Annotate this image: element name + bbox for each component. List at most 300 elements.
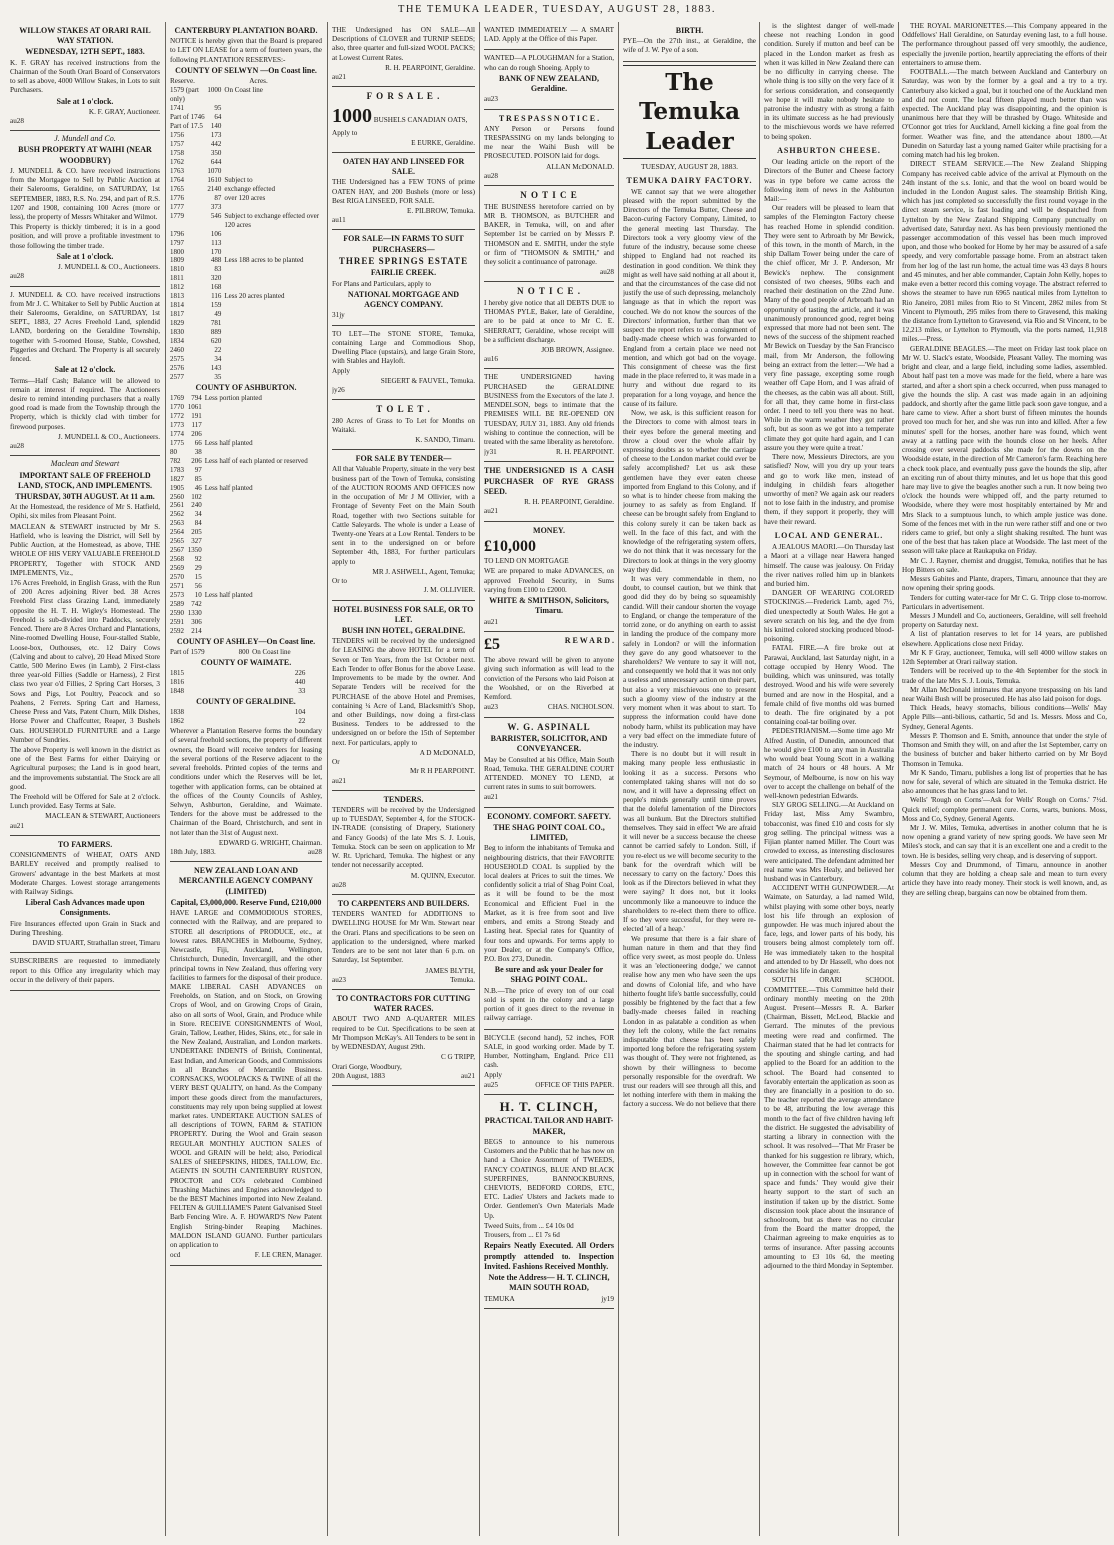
ad-time: Sale at 1 o'clock. [56,96,114,106]
ad-signature: J. MUNDELL & CO., Auctioneers. [58,263,160,272]
reserve-acres: 206 [191,456,202,465]
ad-signature: EDWARD G. WRIGHT, Chairman. [218,838,322,847]
news-item: Messrs J Mundell and Co, auctioneers, Geraldine, will sell freehold property on Saturday next. [902,612,1107,630]
county-geraldine: COUNTY OF GERALDINE. [196,697,296,707]
reserve-number: 2569 [170,564,184,573]
ad-nb: N.B.—The price of every ton of our coal sold is spent in the colony and a large portion of it goes direct to the revenue in railway carriage. [484,986,614,1023]
reserve-number: 1814 [170,301,184,310]
reserve-acres: 644 [210,157,222,166]
news-item: THE ROYAL MARIONETTES.—This Company appeared in the Oddfellows' Hall Geraldine, on Saturday evening last, to a full house. The performance throughout passed off very smoothly, the audience, especially the juvenile portion, heartily appreciating the efforts of their entertainers to amuse them. [902,22,1107,67]
news-item: Mr K Sando, Timaru, publishes a long list of properties that he has now for sale, several of which are situated in the Temuka district. He also announces that he has grass land to let. [902,768,1107,796]
editorial-date: TUESDAY, AUGUST 28, 1883. [641,161,738,171]
reserve-row [170,430,322,439]
reserve-note [202,519,322,528]
reserve-row [170,355,322,364]
reserve-number: 1829 [170,319,184,328]
ad-shag-point [484,808,614,1030]
article-paragraph: Our leading article on the report of the Directors of the Butter and Cheese factory was in type before we came across the following item of news in the Ashburton Mail:— [764,158,894,203]
page-masthead: THE TEMUKA LEADER, TUESDAY, AUGUST 28, 1883. [397,4,717,15]
ad-firm: Maclean and Stewart [50,459,120,469]
ad-money [484,522,614,632]
ad-head: T O L E T . [376,404,431,415]
reserve-number: 1862 [170,717,184,726]
reserve-note [305,717,322,726]
ad-head: TO CARPENTERS AND BUILDERS. [337,898,470,908]
ad-body: TO LET—The STONE STORE, Temuka, containing Large and Commodious Shop, Dwelling Place (upstairs), and large Grain Store, with Stables and Hayloft. [332,329,475,366]
reserve-number: 1764 [170,175,184,184]
reserve-acres: 1070 [207,166,222,175]
reserve-row [170,319,322,328]
reserve-note [221,364,322,373]
reserve-number: 1812 [170,283,184,292]
ad-signature: R. H. PEARPOINT, Geraldine. [385,63,475,72]
ad-amount: £10,000 [484,537,536,555]
reserve-note [202,448,322,457]
ad-repairs: Repairs Neatly Executed. All Orders promptly attended to. Inspection Invited. Fashions Received Monthly. [484,1241,614,1271]
reserve-note [305,669,322,678]
reserve-note [221,328,322,337]
reserve-acres: 205 [191,528,202,537]
reserve-acres: 442 [210,140,222,149]
reserve-row [170,104,322,113]
reserve-row [170,484,322,493]
acres-head: Acres. [249,77,268,86]
reserve-acres: 140 [210,122,222,131]
reserve-note: Less portion planted [204,394,262,403]
ad-water-races [332,990,475,1086]
ad-bicycle [484,1030,614,1095]
reserve-note [202,537,322,546]
reserve-row [170,466,322,475]
ad-code: au16 [484,355,498,364]
ad-body: K. F. GRAY has received instructions from the Chairman of the South Orari Board of Conservators to sell as above, 4000 Willow Stakes, in Lots to suit Purchasers. [10,58,160,95]
ad-signature: E EURKE, Geraldine. [411,138,475,147]
reserve-note [202,412,322,421]
reserve-note: On Coast line [252,648,291,656]
reserve-row [170,122,322,131]
ad-body: ABOUT TWO AND A-QUARTER MILES required to be Cut. Specifications to be seen at Mr Thompson McKay's. All Tenders to be sent in by WEDNESDAY, August 29th. [332,1015,475,1052]
ad-terms: Terms—Half Cash; Balance will be allowed to remain at interest if required. The Auctioneers desire to remind intending purchasers that a really good road is made from the Township through the Property, which is thickly clad with timber for firewood purposes. [10,376,160,431]
ad-place: FAIRLIE CREEK. [370,268,437,278]
reserve-table-header [170,77,322,86]
ad-head: TO CONTRACTORS FOR CUTTING WATER RACES. [336,993,471,1014]
reserve-row [170,328,322,337]
reserve-row [170,412,322,421]
ad-signature: CHAS. NICHOLSON. [547,703,614,712]
ad-signature: J. MUNDELL & CO., Auctioneers. [58,432,160,441]
ad-code: au25 [484,1080,498,1089]
reserve-note [221,203,322,212]
reserve-row [170,176,322,185]
ad-title: IMPORTANT SALE OF FREEHOLD LAND, STOCK, AND IMPLEMENTS. [17,470,153,490]
ad-body: BICYCLE (second hand), 52 inches, FOR SALE, in good working order. Made by T. Humber, Nottingham, England. Price £11 cash. [484,1033,614,1070]
reserve-note [221,319,322,328]
reserve-acres: 49 [214,310,222,319]
reserve-number: 1774 [170,429,184,438]
reserve-row [170,493,322,502]
ad-code: au28 [332,880,346,889]
reserve-note [221,122,322,131]
reserve-row [170,283,322,292]
reserve-note: Less 20 acres planted [224,292,285,301]
reserve-number: Part of 1579 [170,648,205,656]
reserve-number: 1765 [170,184,184,193]
reserve-note [202,501,322,510]
reserve-acres: 143 [210,363,222,372]
news-item: Mr C. J. Rayner, chemist and druggist, Temuka, notifies that he has Hop Bitters on sale. [902,556,1107,574]
ad-body: Beg to inform the inhabitants of Temuka and neighbouring districts, that their FAVORITE HOUSEHOLD COAL Is supplied by the local dealers at Prices to suit the times. We confidently solicit a trial of Shag Point Coal, as it will be found to be the most Economical and Efficient Fuel in the Market, as it is free from soot and live embers, and emits a Strong Steady and Lasting heat. Special rates for Quantity of four tons and upwards. For terms apply to your Dealer, or at the Company's Office, P.O. Box 273, Dunedin. [484,844,614,963]
ad-signature-2: Mr R H PEARPOINT. [410,767,475,776]
ad-trespass [484,110,614,187]
column-7 [902,22,1107,1536]
reserve-row [170,346,322,355]
reserve-acres: 10 [194,591,202,599]
column-rule [618,22,619,1536]
ad-siegert [332,326,475,401]
ad-signature: JAMES BLYTH, [425,966,475,975]
reserve-number: 2577 [170,372,184,381]
ad-items: 176 Acres Freehold, in English Grass, with the Run of 200 Acres adjoining River bed. 38 Acres Freehold First class Grazing Land, immediately opposite the H. T. H. Wigley's Homestead. The Freehold is sub-divided into Paddocks, securely Fenced. There are 8 Acres Orchard and Plantations, Nine-roomed Dwelling House, Four-stalled Stable, Loose-box, Outhouses, etc. 12 Dairy Cows (Calving and about to calve), 20 Head Mixed Store Cattle, 500 Merino Ewes (in Lamb), 2 First-class three year-old Fillies (Saddle or Harness), 2 First class two year o'd Fillies, 2 Spring Cart Horses, 3 Sows and Pigs, Lot Poultry, Peacock and so Peahens, 2 Ferrets. Spring Cart and Harness, Cheese Press and Vats, Patent Churn, Milk Dishes, Horse Power and Chaffcutter, Reaper, 3 Bushels Oats. HOUSEHOLD FURNITURE and a Large Number of Sundries. [10,579,160,744]
news-item: Mr K F Gray, auctioneer, Temuka, will sell 4000 willow stakes on 12th September at Orari railway station. [902,648,1107,667]
reserve-acres: 22 [298,717,306,726]
reserve-row [170,609,322,618]
reserve-note [221,248,322,257]
reserve-acres: 170 [210,247,222,256]
article-paragraph: is the slightest danger of well-made cheese not reaching London in good condition. Surely if mutton and beef can be placed in the London market as fresh as when it was killed in New Zealand there can be no difficulty in carrying cheese. The whole thing is too silly on the very face of it for serious consideration, and consequently we hope it will make nobody hesitate to patronise the industry with as strong a faith in its ultimate success as he had previously to the mischievous words we have referred to being spoken. [764,22,894,141]
article-paragraph: There now, Messieurs Directors, are you satisfied? Now, will you dry up your tears and go to work like men, instead of indulging in childish fears altogether unworthy of men? We again ask our readers not to lose faith in the industry, and promise them, if they support it properly, they will have their reward. [764,453,894,526]
local-news-list [764,543,894,1271]
reserve-note [202,546,322,555]
reserve-acres: 117 [191,420,202,429]
ad-signature: K. SANDO, Timaru. [415,436,475,445]
reserve-note [221,167,322,176]
reserve-number: 2591 [170,617,184,626]
column-3 [332,22,475,1536]
reserve-row [170,364,322,373]
ad-signature: NATIONAL MORTGAGE AND AGENCY COMPANY. [347,289,460,310]
ad-place: Orari Gorge, Woodbury, [332,1062,402,1071]
ad-nz-loan [170,862,322,1265]
ad-liberal: Liberal Cash Advances made upon Consignments. [25,898,145,918]
reserve-number: 1775 [170,438,184,447]
ad-footer [332,976,475,985]
ad-code: au28 [10,442,24,451]
reserve-note: Less half planted [204,438,253,447]
reserve-row [170,394,322,403]
reserve-acres: 33 [298,687,306,696]
column-rule [165,22,166,1536]
reserve-note [221,373,322,382]
ad-estate-name: THREE SPRINGS ESTATE [338,255,469,266]
ad-date: 20th August, 1883 [332,1071,385,1080]
news-item: FATAL FIRE.—A fire broke out at Parawai, Auckland, last Saturday night, in a cottage occupied by Henry Wood. The building, which was uninsured, was totally destroyed. Wood and his wife were severely burned and are now in the Hospital, and a female child of five months old was burned to death. The fire originated by a pot containing coal-tar boiling over. [764,644,894,727]
ad-body: HAVE LARGE and COMMODIOUS STORES, connected with the Railway, and are prepared to STORE all descriptions of PRODUCE, etc., at lowest rates. BRANCHES in Melbourne, Sydney, Newcastle, Fiji, Auckland, Wellington, Christchurch, Dunedin, Invercargill, and the other principal towns in New Zealand, thus offering very facilities to farmers for the disposal of their produce. MAKE LIBERAL CASH ADVANCES on Freeholds, on Station, and on Stock, on Growing Crops of Wool, and on Growing Crops of Grain, also on all sorts of Wool, Grain, and Produce while in Store. RECEIVE CONSIGNMENTS of Wool, Grain, Tallow, Leather, Hides, Skins, etc., for sale in the New Zealand, Australian, and London markets. UNDERTAKE INDENTS of British, Continental, East Indian, and American Goods, and Commissions in all Branches of Mercantile Business. CORNSACKS, WOOLPACKS & TWINE of all the VERY BEST QUALITY, on hand. As the Company import these goods direct from the manufacturers, constituents may rely upon being supplied at lowest market rates. UNDERTAKE AUCTION SALES of all descriptions of TOWN, FARM & STATION PROPERTY. During the Wool and Grain season REGULAR MONTHLY AUCTION SALES of WOOL and GRAIN will be held; also, Periodical SALES of SHEEPSKINS, HIDES, TALLOW, Etc. AGENTS IN SOUTH CANTERBURY RUSTON, PROCTOR and CO's celebrated Combined Thrashing Machines and Engines acknowledged to be the BEST Machines imported into New Zealand. FELTEN & GUILLIAME'S Patent Galvanised Steel Barb Fencing Wire. A. F. HOWARD'S New Patent English String-binder Reaping Machines. MALDON ISLAND GUANO. Further particulars on application to [170,909,322,1250]
column-2 [170,22,322,1536]
geraldine-reserves-table [170,708,322,726]
column-rule [479,22,480,1536]
ad-aspinall [484,718,614,808]
ad-maclean-sale [10,456,160,836]
reserve-note [202,600,322,609]
ad-or: Or [332,758,340,767]
reserve-head: Reserve. [170,77,195,86]
reserve-note [202,573,322,582]
ad-apply: Apply to [332,129,358,138]
ad-reward [484,632,614,718]
reserve-acres: 1330 [187,608,202,617]
article-continued [764,22,894,142]
ad-head: OATEN HAY AND LINSEED FOR SALE. [342,156,465,177]
reserve-acres: 373 [210,202,222,211]
reserve-row [170,248,322,257]
reserve-number: 1830 [170,328,184,337]
reserve-number: 1800 [170,247,184,256]
column-4 [484,22,614,1536]
reserve-row [170,86,322,104]
ad-body-2: This Property is thickly timbered; it is in a good position, and will prove a profitable investment to those following the timber trade. [10,223,160,250]
reserve-row [170,167,322,176]
ad-signature: BANK OF NEW ZEALAND, Geraldine. [498,73,599,94]
ad-head: HOTEL BUSINESS FOR SALE, OR TO LET. [333,604,474,624]
reserve-note [202,564,322,573]
article-dairy-factory [623,188,756,1110]
ad-time: Sale at 1 o'clock. [56,251,114,261]
reserve-note [221,265,322,274]
ad-body: WE are prepared to make ADVANCES, on approved Freehold Security, in Sums varying from £100 to £2000. [484,567,614,594]
reserve-note [202,430,322,439]
ad-or: Or to [332,577,347,586]
reserve-number: 2568 [170,555,184,564]
reserve-acres: 173 [210,131,222,140]
news-item: Mr Allan McDonald intimates that anyone trespassing on his land near Waihi Bush will be prosecuted. He has also laid poison for dogs. [902,685,1107,703]
article-heading: ASHBURTON CHEESE. [777,145,881,155]
selwyn-reserves-table [170,86,322,381]
reserve-acres: 1000 [207,86,222,95]
ad-head: N O T I C E [520,190,578,201]
reserve-row [170,510,322,519]
reserve-note [202,609,322,618]
reserve-acres: 440 [294,678,306,687]
reserve-row [170,457,322,466]
reserve-acres: 84 [194,519,202,528]
county-ashley: COUNTY OF ASHLEY—On Coast line. [176,636,316,646]
ad-mendelson [484,369,614,462]
ad-fire: Fire Insurances effected upon Grain in Stack and During Threshing. [10,919,160,937]
reserve-row [170,475,322,484]
ad-footer [484,703,614,712]
reserve-row [170,274,322,283]
ad-title: WILLOW STAKES AT ORARI RAIL WAY STATION. [19,26,151,46]
ad-code: ocd [170,1251,181,1260]
reserve-acres: 546 [210,211,222,220]
ad-code: au28 [600,268,614,277]
ad-wanted-lad [484,22,614,50]
ad-note: Be sure and ask your Dealer for SHAG POINT COAL. [494,965,604,985]
reserve-acres: 168 [210,283,222,292]
reserve-row [170,573,322,582]
reserve-acres: 97 [194,465,202,474]
reserve-number: 1777 [170,202,184,211]
reserve-number: 1741 [170,104,184,113]
ad-head: N O T I C E . [517,286,581,297]
ad-code: au28 [10,272,24,281]
reserve-row [170,528,322,537]
ad-body: WANTED—A PLOUGHMAN for a Station, who can do rough Shoeing. Apply to [484,54,614,72]
ad-footer [484,1295,614,1304]
ad-time: Sale at 12 o'clock. [54,365,116,375]
article-ashburton-cheese [764,158,894,527]
ad-terms: Wherever a Plantation Reserve forms the boundary of several freehold sections, the property of different owners, the Board will receive tenders for leasing the several portions of the Reserve adjacent to the several freeholds. Printed copies of the terms and conditions under which the Reserves will be let, together with application forms, can be obtained at the offices of the County Councils of Ashley, Selwyn, Ashburton, Geraldine, and Waimate. Tenders for the above must be addressed to the Chairman of the Board, Christchurch, and sent in not later than the 31st of August next. [170,727,322,837]
ad-price-suits: Tweed Suits, from ... £4 10s 0d [484,1221,574,1230]
ad-body: BUSHELS CANADIAN OATS, [373,115,468,124]
ad-apply: Apply [484,1071,502,1080]
reserve-acres: 350 [210,149,222,158]
ad-code: au21 [461,1071,475,1080]
ad-signature: SIEGERT & FAUVEL, Temuka. [380,376,475,385]
reserve-number: 1796 [170,229,184,238]
reserve-row [170,292,322,301]
article-paragraph: It was very commendable in them, no doubt, to counsel caution, but we think that good did they do by being so squeamishly candid. Will their candour shorten the voyage to England, or change the temperature of the torrid zone, or do anything on earth to assist in landing the produce of the company more safely in London? or will the information they gave do any good whatsoever to the shareholders? We venture to say it will not, and consequently we hold that it was not only a useless and unnecessary action on their part, but also a very mischievous one to present such a gloomy view of the industry at the very moment when it was about to start. To suppress the information could have done nobody harm, whilst its publication may have a very bad effect on the immediate future of the industry. [623,575,756,749]
reserve-row [170,501,322,510]
ad-gray-willow [10,22,160,131]
ad-footer [170,848,322,857]
reserve-note [202,475,322,484]
county-selwyn: COUNTY OF SELWYN —On Coast line. [175,65,317,75]
news-item: Tenders for cutting water-race for Mr C. G. Tripp close to-morrow. Particulars in advertisement. [902,593,1107,611]
ad-note: The above Property is well known in the district as one of the Best Farms for either Dairying or Agricultural purposes; the Land is in good heart, and the improvements substantial. The Stock are all good. [10,745,160,791]
reserve-row [170,600,322,609]
reserve-number: 2460 [170,345,184,354]
reserve-note [221,131,322,140]
reserve-row [170,708,322,717]
ad-notice-thomson [484,186,614,282]
ad-body: All that Valuable Property, situate in the very best business part of the Town of Temuka, consisting of the AUCTION ROOMS AND OFFICES now in the occupation of Mr J M Ollivier, with a Frontage of Seventy Feet on the Main South Road, together with two Sections suitable for Cattle Saleyards. The whole is under a Lease of Twenty-one Years at a Low Rental. Tenders to be sent in to the undersigned on or before September 4th, 1883, For further particulars apply to [332,465,475,566]
reserve-acres: 191 [191,411,202,420]
ad-offer [332,104,475,130]
ad-head: F O R S A L E . [366,91,441,102]
ad-code: au23 [484,95,498,104]
reserve-note: exchange effected [224,184,275,193]
ad-body: TENDERS will be received by the undersigned for LEASING the above HOTEL for a term of Seven or Ten Years, from the 1st October next. Each Tender to offer Bonus for the above Lease. Improvements to be made by the owner. And Separate Tenders will be received for the PURCHASE of the above Hotel and Premises, containing ¼ Acre of Land, Blacksmith's Shop, and other Buildings, now doing a first-class Business. Tenders to be addressed to the undersigned on or before the 15th of September next. For particulars, apply to [332,637,475,747]
reserve-number: Part of 17.5 [170,122,203,131]
ad-name: W. G. ASPINALL [507,721,591,732]
reserve-acres: 113 [211,238,222,247]
ad-body: The above reward will be given to anyone giving such information as will lead to the conviction of the Persons who laid Poison at the Woolshed, or on the Riverbed at Kemford. [484,656,614,702]
ad-eurke-oats [332,87,475,153]
ad-title: BARRISTER, SOLICITOR, AND CONVEYANCER. [490,734,608,754]
ad-body: THE Undersigned has a FEW TONS of prime OATEN HAY, and 200 Bushels (more or less) Best RIGA LINSEED, FOR SALE. [332,178,475,205]
ad-code: au28 [308,848,322,857]
column-rule [759,22,760,1536]
ad-body: TENDERS will be received by the Undersigned up to TUESDAY, September 4, for the STOCK-IN-TRADE (consisting of Drapery, Stationery and Fancy Goods) of the late Mrs S. J. Louis, Temuka. Stock can be seen on application to Mr W. Rt. Uprichard, Temuka. The highest or any tender not necessarily accepted. [332,805,475,870]
reserve-note [221,239,322,248]
ad-signature: WHITE & SMITHSON, Solicitors, Timaru. [489,596,609,616]
reserve-number: 1815 [170,669,184,678]
column-5 [623,22,756,1536]
ad-body: THE UNDERSIGNED IS A CASH PURCHASER OF RYE GRASS SEED. [484,466,614,496]
ad-title: TO FARMERS. [57,839,113,849]
reserve-note: Less half planted [204,483,253,492]
ad-body: THE BUSINESS heretofore carried on by MR B. THOMSON, as BUTCHER and BAKER, in Temuka, will, on and after September 1st be carried on by Messrs P. THOMSON and E. SMITH, under the style or firm of "THOMSON & SMITH," and they solicit a continuance of patronage. [484,202,614,266]
reserve-row [170,582,322,591]
reserve-row [170,519,322,528]
reserve-acres: 226 [294,669,306,678]
ad-body: For Plans and Particulars, apply to [332,279,432,288]
ad-head: BIRTH. [675,26,704,35]
reserve-note [305,708,322,717]
news-item: FOOTBALL.—The match between Auckland and Canterbury on Saturday, was won by the former by a goal and a try to a try. Canterbury also kicked a goal, but it touched one of the Auckland men and did not count. The local fifteen played much better than was expected. The Auckland play was disappointing, and the opinion is unanimous here that they will be thrashed by Otago. Whiteside and O'Connor got tries for Auckland, Arnell kicking a fine goal from the former. Weather was fine, and the attendance about 1800.—At Dunedin on Saturday last a young named Gaiter while practising for a coming match had his leg broken. [902,68,1107,160]
reserve-row [170,537,322,546]
article-quote: Our readers will be pleased to learn that samples of the Flemington Factory cheese has reached Home in splendid condition. They were sent to Arbroath by Mr Bewick, of this town, in the month of March, in the ship Dallam Tower being under the care of the chief officer, Mr J. P. Anderson, Mr Bewick's nephew. The consignment consisted of two cheeses, 90lbs each and reached their destination on the 22nd June. Many of the good people of Arbroath had an opportunity of tasting the article, and it was unanimously pronounced good, regret being expressed that more had not been sent. The news of the success of the shipment reached Mr Bewick on Tuesday by the San Francisco mail, from Mr Anderson, the following being an extract from the letter:—'We had a very fine passage, excepting some rough weather off Cape Horn, and I was afraid of the cheeses, as the cabin was all about. Still, for all that, they came home in first-class order. I need to tell you there was no heat. While in the warm weather they got rather soft, but as soon as we got into a temperate climate they got quite hard again, and I can assure you they were quite a treat.' [764,204,894,452]
reserve-acres: 742 [191,599,202,608]
reserve-acres: 794 [191,394,202,403]
ad-body: May be Consulted at his Office, Main South Road, Temuka. THE GERALDINE COURT ATTENDED. MONEY TO LEND, at current rates in sums to suit borrowers. [484,755,614,792]
ad-body: ANY Person or Persons found TRESPASSING on my lands belonging to me near the Waihi Bush will be PROSECUTED. POISON laid for dogs. [484,124,614,161]
reserve-row [170,564,322,573]
ad-signature: K. F. GRAY, Auctioneer. [88,107,160,116]
column-rule [898,22,899,1536]
ad-place: TEMUKA [484,1294,515,1303]
news-item: PEDESTRIANISM.—Some time ago Mr Alfred Austin, of Dunedin, announced that he would give £100 to any man in Australia who would beat Young Scott in a walking match of 24 hours or 48 hours. A Mr Seymour, of Melbourne, is now on his way over to accept the challenge on behalf of the well-known pedestrian Edwards. [764,727,894,800]
reserve-row [170,439,322,448]
reserve-note: Less half of each planted or reserved [204,456,308,465]
ad-clinch [484,1095,614,1309]
reserve-number: 2570 [170,573,184,582]
ad-code: au21 [332,776,346,785]
reserve-row [170,149,322,158]
reserve-number: 1579 (part only) [170,86,199,104]
ad-date: THURSDAY, 30TH AUGUST. At 11 a.m. [15,492,155,502]
reserve-row [170,194,322,203]
ad-footer [484,1081,614,1090]
news-item: Messrs P. Thomson and E. Smith, announce that under the style of Thomson and Smith they will, on and after the 1st September, carry on the business of butcher and baker hitherto carried on by Mr Boyd Thomson in Temuka. [902,731,1107,768]
ad-date: 18th July, 1883. [170,848,216,857]
ad-terms: The Freehold will be Offered for Sale at 2 o'clock. Lunch provided. Easy Terms at Sale. [10,793,160,811]
reserve-note [202,627,322,636]
reserve-acres: 306 [191,617,202,626]
reserve-note: over 120 acres [224,193,266,202]
reserve-number: 1827 [170,474,184,483]
reserve-note [221,104,322,113]
column-1 [10,22,160,1536]
section-heading-local: LOCAL AND GENERAL. [774,530,884,540]
ad-signature: M. QUINN, Executor. [410,871,475,880]
reserve-number: 2561 [170,501,184,510]
ad-price-trousers: Trousers, from ... £1 7s 6d [484,1231,560,1240]
ad-title: BUSH PROPERTY AT WAIHI (NEAR WOODBURY) [18,145,152,165]
ad-sando [332,400,475,450]
reserve-number: 2592 [170,626,184,635]
article-paragraph: We presume that there is a fair share of human nature in them and that they find office very sweet, as most people do. Unless it was an 'electioneering dodge,' we cannot realise how any men who have seen the ups and downs of Colonial life, and who have hitherto fought life's battle successfully, could possibly be frightened by the fact that a few badly-made cheeses failed in reaching London in as palatable a condition as when they left the colony, while the fact remains indisputable that cheese has been safely imported long before the refrigerating system was thought of. They were not frightened, as shown by their willingness to become personally responsible for the overdraft. We trust our readers will see through all this, and let nothing interfere with them in making the factory a success. We do not believe that there [623,934,756,1109]
reserve-acres: 92 [194,555,202,564]
reserve-number: 1763 [170,166,184,175]
reserve-acres: 35 [214,372,222,381]
reserve-number: 2590 [170,608,184,617]
reserve-row [170,717,322,726]
ad-date: WEDNESDAY, 12TH SEPT., 1883. [25,47,145,57]
reserve-row [170,687,322,696]
reserve-note [221,149,322,158]
reserve-number: 2562 [170,510,184,519]
ad-body: 280 Acres of Grass to To Let for Months on Waitaki. [332,416,475,434]
reserve-row [170,212,322,230]
county-waimate: COUNTY OF WAIMATE. [200,657,292,667]
ad-signature: ALLAN McDONALD. [546,162,614,171]
reserve-row [170,448,322,457]
reserve-row [170,301,322,310]
ad-lend: TO LEND ON MORTGAGE [484,557,569,566]
reserve-acres: 800 [238,648,250,656]
